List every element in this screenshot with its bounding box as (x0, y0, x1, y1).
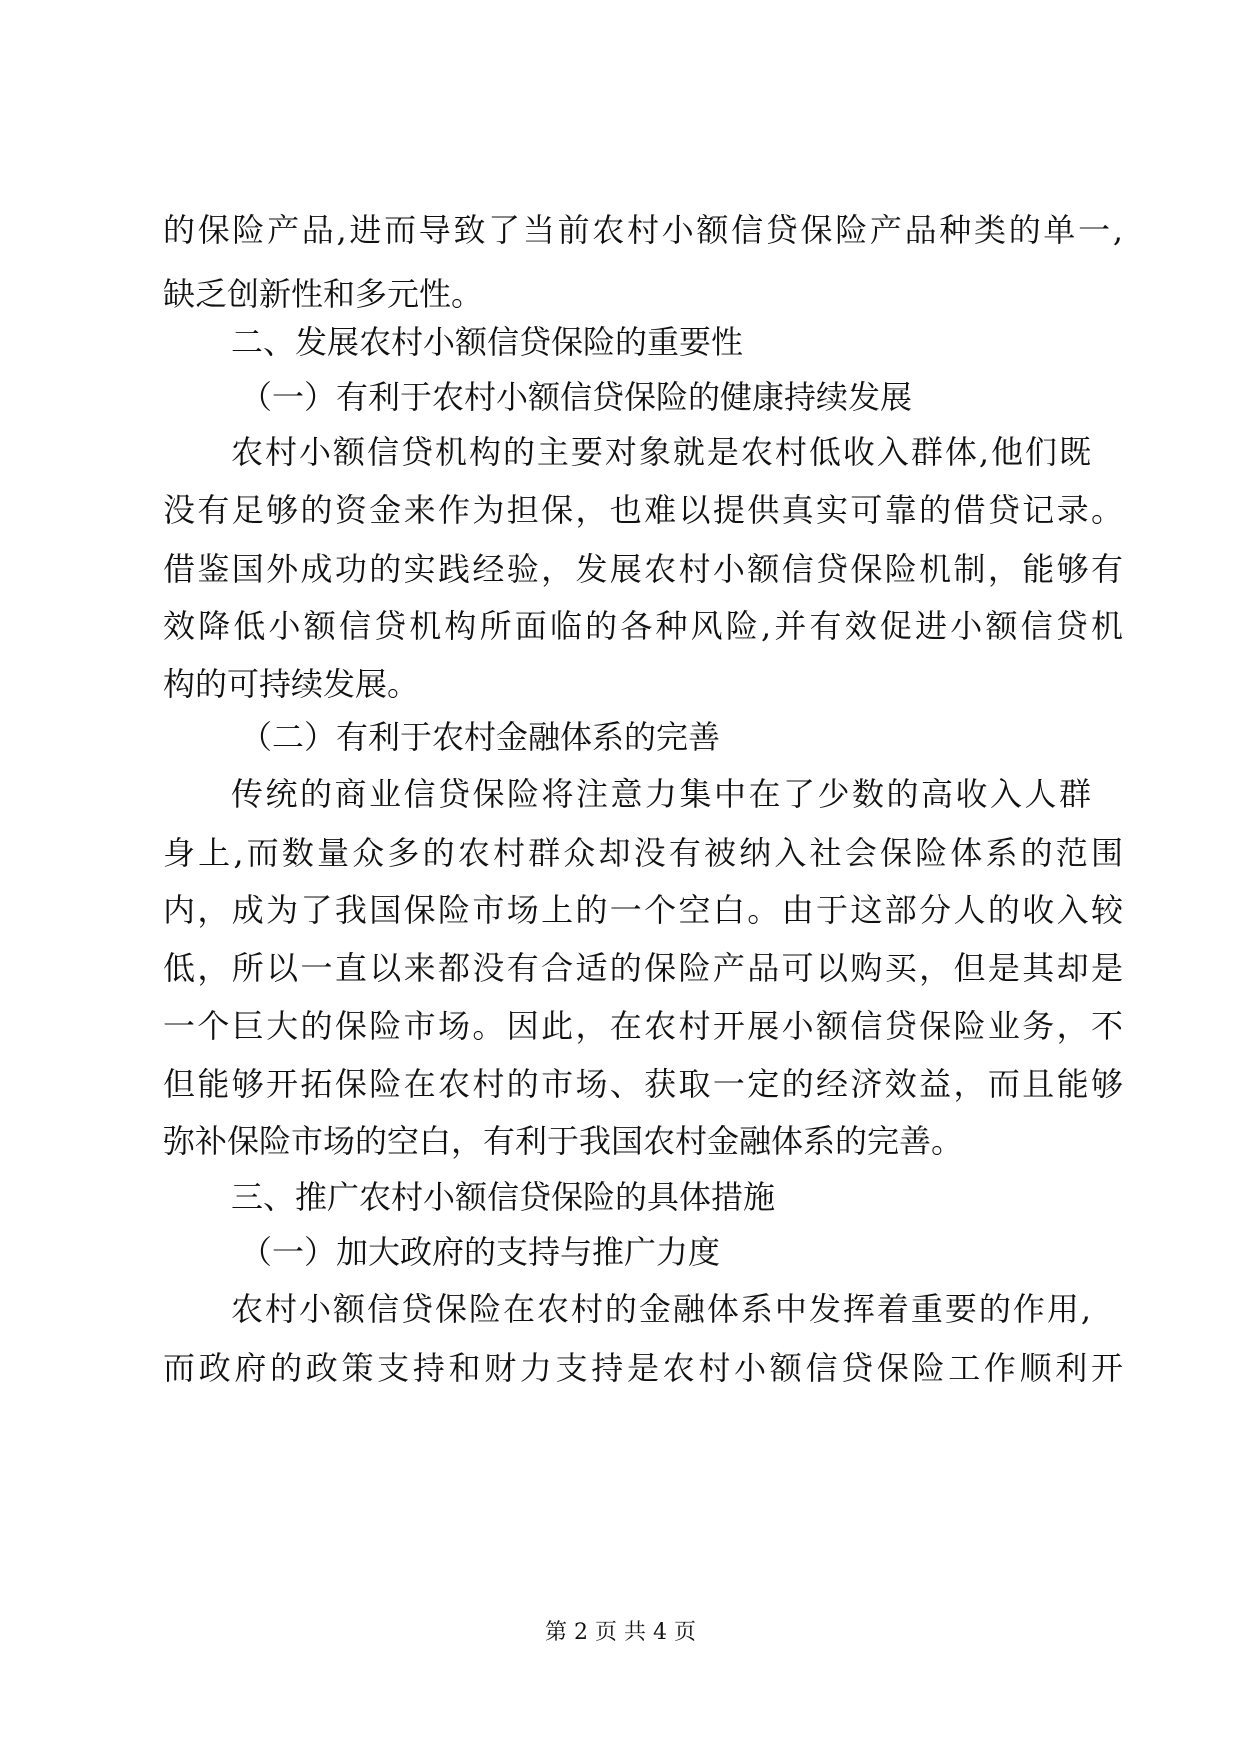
page-number-footer: 第 2 页 共 4 页 (545, 1620, 696, 1645)
text-line: 但能够开拓保险在农村的市场、获取一定的经济效益，而且能够 (163, 1065, 1123, 1103)
text-line: 农村小额信贷机构的主要对象就是农村低收入群体,他们既 (231, 433, 1091, 471)
text-line: 的保险产品,进而导致了当前农村小额信贷保险产品种类的单一, (163, 211, 1123, 249)
text-line: 内，成为了我国保险市场上的一个空白。由于这部分人的收入较 (163, 891, 1123, 929)
text-line: 借鉴国外成功的实践经验，发展农村小额信贷保险机制，能够有 (163, 550, 1123, 588)
text-line: 弥补保险市场的空白，有利于我国农村金融体系的完善。 (163, 1122, 964, 1160)
section-heading: 三、推广农村小额信贷保险的具体措施 (231, 1178, 776, 1216)
text-line: 缺乏创新性和多元性。 (163, 275, 484, 313)
text-line: 构的可持续发展。 (163, 665, 420, 703)
subsection-heading: （二）有利于农村金融体系的完善 (240, 718, 721, 756)
text-line: 没有足够的资金来作为担保，也难以提供真实可靠的借贷记录。 (163, 491, 1123, 529)
section-heading: 二、发展农村小额信贷保险的重要性 (231, 323, 744, 361)
text-line: 低，所以一直以来都没有合适的保险产品可以购买，但是其却是 (163, 949, 1123, 987)
text-line: 效降低小额信贷机构所面临的各种风险,并有效促进小额信贷机 (163, 607, 1123, 645)
text-line: 传统的商业信贷保险将注意力集中在了少数的高收入人群 (231, 775, 1091, 813)
text-line: 农村小额信贷保险在农村的金融体系中发挥着重要的作用, (231, 1290, 1091, 1328)
subsection-heading: （一）加大政府的支持与推广力度 (240, 1233, 721, 1271)
subsection-heading: （一）有利于农村小额信贷保险的健康持续发展 (240, 378, 913, 416)
text-line: 一个巨大的保险市场。因此，在农村开展小额信贷保险业务，不 (163, 1007, 1123, 1045)
text-line: 身上,而数量众多的农村群众却没有被纳入社会保险体系的范围 (163, 834, 1123, 872)
text-line: 而政府的政策支持和财力支持是农村小额信贷保险工作顺利开 (163, 1349, 1123, 1387)
